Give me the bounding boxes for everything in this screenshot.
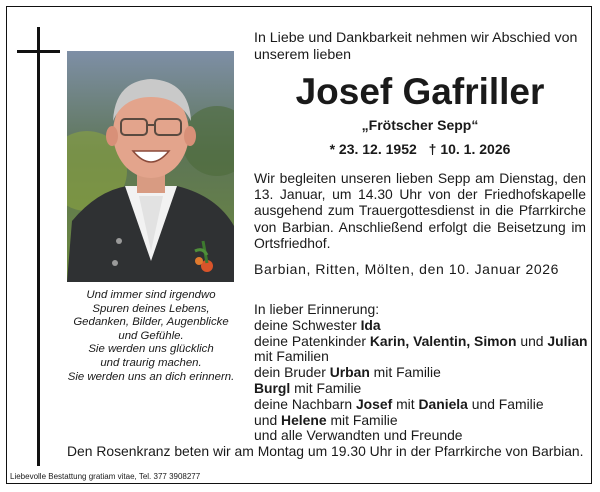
funeral-details: Wir begleiten unseren lieben Sepp am Dienstag, den 13. Januar, um 14.30 Uhr von der Friedhofskapelle ausgehend zum Trauergottesdienst in die Pfarrkirche von Barbian. Anschließend erfolgt die Beisetzung im Ortsfriedhof. xyxy=(254,170,586,251)
poem-line: Und immer sind irgendwo xyxy=(86,289,216,301)
nickname: „Frötscher Sepp“ xyxy=(361,117,479,133)
undertaker-footer: Liebevolle Bestattung gratiam vitae, Tel. 377 3908277 xyxy=(10,472,201,481)
intro-line: In Liebe und Dankbarkeit nehmen wir Abschied von xyxy=(254,30,578,46)
poem-line: Spuren deines Lebens, xyxy=(92,302,210,315)
poem-line: und traurig machen. xyxy=(100,356,202,369)
poem-line: Gedanken, Bilder, Augenblicke xyxy=(73,316,229,329)
cross-icon-vertical xyxy=(37,27,40,466)
poem xyxy=(58,289,244,384)
place-date: Barbian, Ritten, Mölten, den 10. Januar 2026 xyxy=(254,261,560,278)
mourner-line: und alle Verwandten und Freunde xyxy=(254,427,463,444)
intro-line: unserem lieben xyxy=(254,47,352,63)
poem-line: und Gefühle. xyxy=(118,329,184,342)
mourner-line: deine Nachbarn Josef mit Daniela und Familie xyxy=(254,395,544,412)
portrait-photo xyxy=(67,51,234,282)
mourner-line: dein Bruder Urban mit Familie xyxy=(254,364,441,381)
mourner-line: deine Schwester Ida xyxy=(254,316,381,333)
mourner-line: mit Familien xyxy=(254,348,329,365)
mourner-line: Burgl mit Familie xyxy=(254,379,362,396)
mourners-list xyxy=(254,302,588,444)
death-date: † 10. 1. 2026 xyxy=(428,141,511,157)
poem-line: Sie werden uns glücklich xyxy=(88,343,214,356)
obituary-main xyxy=(254,30,586,278)
intro-text xyxy=(254,30,586,64)
cross-icon-horizontal xyxy=(17,50,60,53)
birth-date: * 23. 12. 1952 xyxy=(329,141,417,157)
poem-line: Sie werden uns an dich erinnern. xyxy=(67,370,235,383)
mourner-line: und Helene mit Familie xyxy=(254,411,398,428)
mourners-heading: In lieber Erinnerung: xyxy=(254,301,380,317)
mourner-line: deine Patenkinder Karin, Valentin, Simon und Julian xyxy=(254,332,588,349)
life-dates xyxy=(254,140,586,158)
deceased-name: Josef Gafriller xyxy=(295,71,545,112)
rosary-notice: Den Rosenkranz beten wir am Montag um 19.30 Uhr in der Pfarrkirche von Barbian. xyxy=(67,443,584,459)
